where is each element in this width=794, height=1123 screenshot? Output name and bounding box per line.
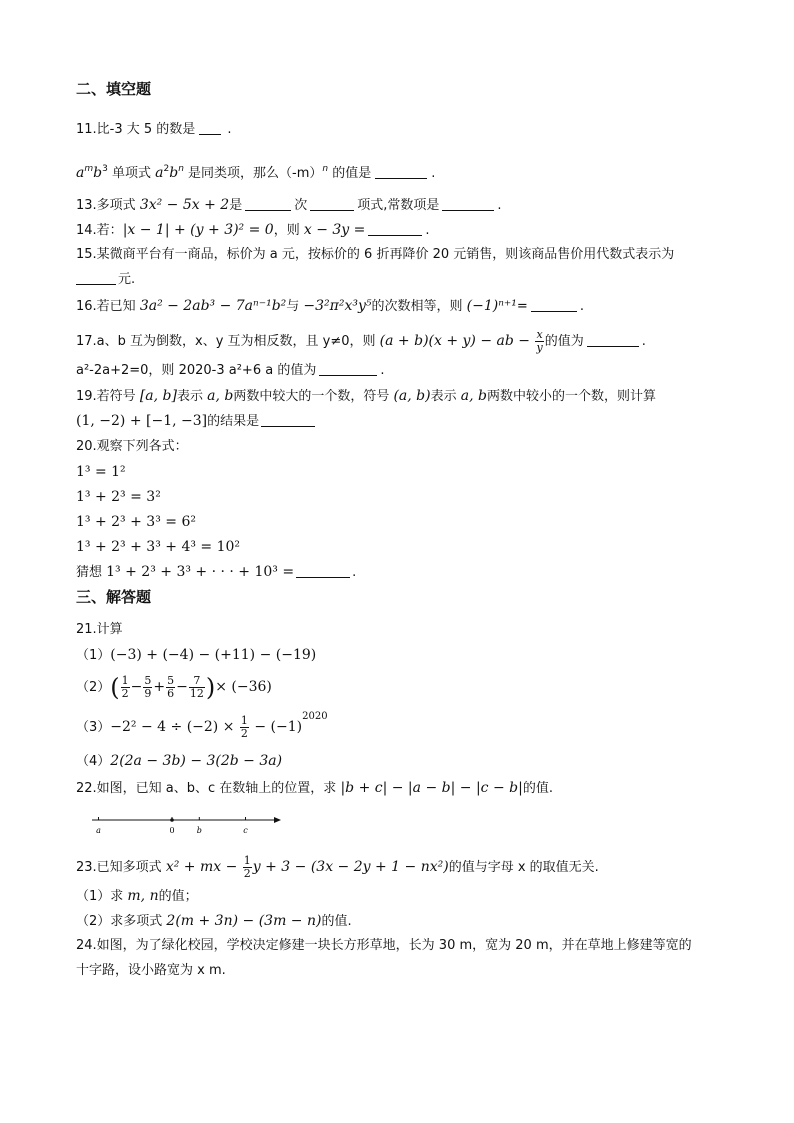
fraction: $\frac{x}{y}$ <box>536 328 543 354</box>
fraction: $\frac{1}{2}$ <box>121 674 129 700</box>
question-14: 14.若：|x − 1| + (y + 3)² = 0，则 x − 3y = . <box>76 222 430 238</box>
section-title-solve: 三、解答题 <box>76 588 152 606</box>
number-line-label-b: b <box>196 826 202 835</box>
fraction: $\frac{5}{6}$ <box>167 674 175 700</box>
answer-blank[interactable] <box>375 165 427 179</box>
q21-part-3: （3）−2² − 4 ÷ (−2) × $\frac{1}{2}$ − $(-1)^{2020}$ <box>76 711 328 740</box>
answer-blank[interactable] <box>261 413 315 427</box>
question-17: 17.a、b 互为倒数，x、y 互为相反数，且 y≠0，则 (a + b)(x + y) − ab − $\frac{x}{y}$ 的值为 . <box>76 328 646 354</box>
number-line-label-c: c <box>243 826 248 835</box>
q20-guess: 猜想 1³ + 2³ + 3³ + · · · + 10³ = . <box>76 564 357 580</box>
q20-row-3: 1³ + 2³ + 3³ = 6² <box>76 514 196 530</box>
question-19-line1: 19.若符号 [a, b]表示 a, b两数中较大的一个数，符号 (a, b)表示 a, b两数中较小的一个数，则计算 <box>76 388 656 404</box>
fraction: $\frac{1}{2}$ <box>243 854 251 880</box>
number-line-figure <box>88 812 288 838</box>
question-23: 23.已知多项式 x² + mx − $\frac{1}{2}$ y + 3 − (3x − 2y + 1 − nx²)的值与字母 x 的取值无关. <box>76 854 599 880</box>
q21-part-1: （1）(−3) + (−4) − (+11) − (−19) <box>76 647 317 663</box>
fraction: $\frac{1}{2}$ <box>240 714 248 740</box>
question-13: 13.多项式 3x² − 5x + 2是 次 项式,常数项是 . <box>76 197 502 213</box>
origin-point <box>170 818 174 822</box>
answer-blank[interactable] <box>368 222 422 236</box>
q14-expression: |x − 1| + (y + 3)² = 0 <box>122 222 274 238</box>
question-21: 21.计算 <box>76 622 123 637</box>
arrow-right-icon <box>274 817 281 823</box>
answer-blank[interactable] <box>76 271 116 285</box>
q21-part-4: （4）2(2a − 3b) − 3(2b − 3a) <box>76 753 283 769</box>
q11-text: 11.比-3 大 5 的数是 <box>76 122 196 137</box>
question-12: $a^mb^3$ 单项式 $a^2b^n$ 是同类项，那么$(-m)^n$ 的值是 . <box>76 164 436 181</box>
question-19-line2: (1, −2) + [−1, −3]的结果是 <box>76 412 315 431</box>
question-18: a²-2a+2=0，则 2020-3 a²+6 a 的值为 . <box>76 363 385 378</box>
question-22: 22.如图，已知 a、b、c 在数轴上的位置，求 |b + c| − |a − b| − |c − b|的值. <box>76 780 553 796</box>
section-title-fill-blank: 二、填空题 <box>76 80 152 98</box>
answer-blank[interactable] <box>442 197 494 211</box>
q13-expression: 3x² − 5x + 2 <box>139 197 230 213</box>
answer-blank[interactable] <box>531 298 577 312</box>
answer-blank[interactable] <box>199 121 221 135</box>
fraction: $\frac{7}{12}$ <box>189 674 204 700</box>
fraction: $\frac{5}{9}$ <box>144 674 152 700</box>
number-line-label-a: a <box>96 826 101 835</box>
question-20: 20.观察下列各式： <box>76 439 188 454</box>
answer-blank[interactable] <box>587 333 639 347</box>
number-line-label-0: 0 <box>169 826 175 835</box>
q23-part-2: （2）求多项式 2(m + 3n) − (3m − n)的值. <box>76 913 352 929</box>
question-24-line1: 24.如图，为了绿化校园，学校决定修建一块长方形草地，长为 30 m，宽为 20 m，并在草地上修建等宽的 <box>76 938 692 953</box>
answer-blank[interactable] <box>310 197 354 211</box>
question-16: 16.若已知 3a² − 2ab³ − 7aⁿ⁻¹b²与 −3²π²x³y⁵的次数相等，则 (−1)ⁿ⁺¹= . <box>76 298 584 314</box>
answer-blank[interactable] <box>296 564 350 578</box>
question-15-line1: 15.某微商平台有一商品，标价为 a 元，按标价的 6 折再降价 20 元销售，则该商品售价用代数式表示为 <box>76 247 675 262</box>
q21-part-2: （2）( $\frac{1}{2}$ − $\frac{5}{9}$ + $\frac{5}{6}$ − $\frac{7}{12}$ )× (−36) <box>76 673 272 702</box>
answer-blank[interactable] <box>319 362 377 376</box>
answer-blank[interactable] <box>245 197 291 211</box>
q23-part-1: （1）求 m, n的值； <box>76 888 198 904</box>
question-24-line2: 十字路，设小路宽为 x m. <box>76 963 226 978</box>
q20-row-2: 1³ + 2³ = 3² <box>76 489 161 505</box>
question-11: 11.比-3 大 5 的数是 . <box>76 122 232 137</box>
question-15-line2: 元. <box>76 271 135 289</box>
q20-row-4: 1³ + 2³ + 3³ + 4³ = 10² <box>76 539 241 555</box>
q20-row-1: 1³ = 1² <box>76 464 126 480</box>
